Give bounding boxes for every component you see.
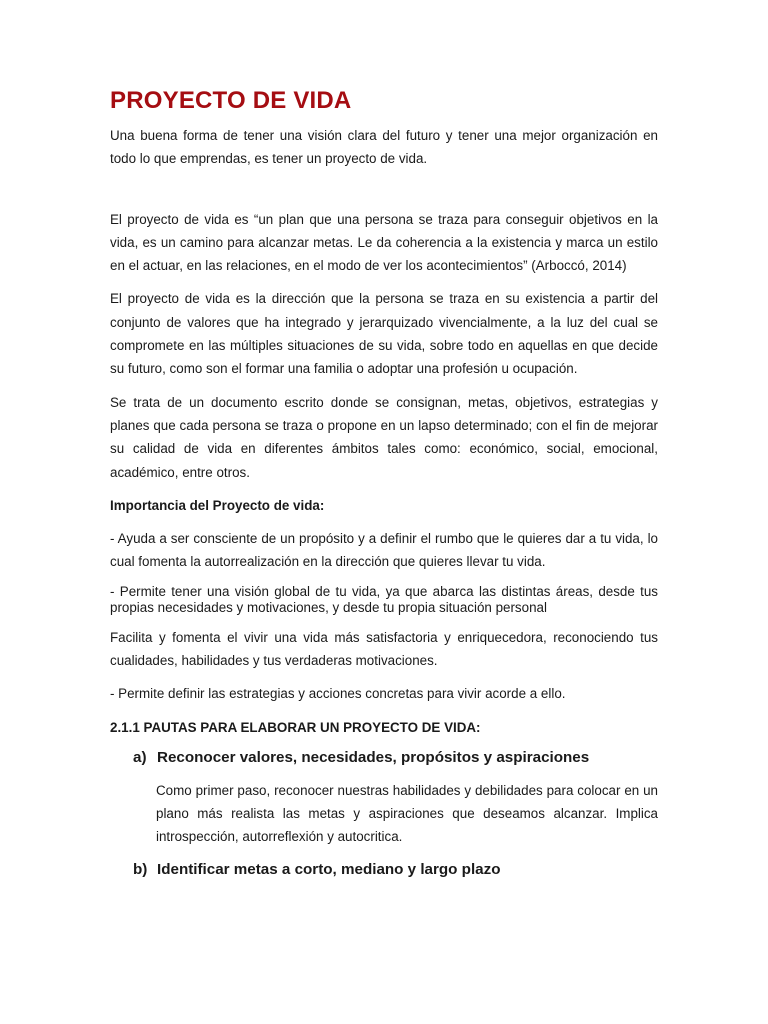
item-a-title: Reconocer valores, necesidades, propósitos y aspiraciones [157, 748, 590, 766]
bullet-global-vision: - Permite tener una visión global de tu vida, ya que abarca las distintas áreas, desde tus propias necesidades y motivaciones, y desde tu propia situación personal [110, 583, 658, 615]
item-b-letter: b) [133, 860, 148, 878]
item-b-title: Identificar metas a corto, mediano y largo plazo [157, 860, 501, 878]
bullet-purpose: - Ayuda a ser consciente de un propósito y a definir el rumbo que le quieres dar a tu vida, lo cual fomenta la autorrealización en la dirección que quieres llevar tu vida. [110, 531, 658, 570]
item-a-heading [133, 747, 658, 769]
item-a-body: Como primer paso, reconocer nuestras habilidades y debilidades para colocar en un plano más realista las metas y aspiraciones que deseamos alcanzar. Implica introspección, autorreflexión y autocritica. [156, 782, 658, 845]
bullet-strategies: - Permite definir las estrategias y acciones concretas para vivir acorde a ello. [110, 686, 566, 702]
section-heading: 2.1.1 PAUTAS PARA ELABORAR UN PROYECTO DE VIDA: [110, 719, 481, 735]
intro-paragraph: Una buena forma de tener una visión clara del futuro y tener una mejor organización en todo lo que emprendas, es tener un proyecto de vida. [110, 128, 658, 167]
item-b-heading [133, 859, 658, 881]
page-title: PROYECTO DE VIDA [110, 87, 352, 114]
satisfaction-paragraph: Facilita y fomenta el vivir una vida más satisfactoria y enriquecedora, reconociendo tus cualidades, habilidades y tus verdaderas motivaciones. [110, 629, 658, 669]
definition-paragraph: El proyecto de vida es “un plan que una persona se traza para conseguir objetivos en la vida, es un camino para alcanzar metas. Le da coherencia a la existencia y marca un estilo en el actuar, en las relaciones, en el modo de ver los acontecimientos” (Arboccó, 2014) [110, 211, 658, 274]
document-paragraph: Se trata de un documento escrito donde se consignan, metas, objetivos, estrategias y planes que cada persona se traza o propone en un lapso determinado; con el fin de mejorar su calidad de vida en diferentes ámbitos tales como: económico, social, emocional, académico, entre otros. [110, 394, 658, 480]
item-a-letter: a) [133, 748, 147, 766]
direction-paragraph: El proyecto de vida es la dirección que la persona se traza en su existencia a partir del conjunto de valores que ha integrado y jerarquizado vivencialmente, a la luz del cual se compromete en las múltiples situaciones de su vida, sobre todo en aquellas en que decide su futuro, como son el formar una familia o adoptar una profesión u ocupación. [110, 291, 658, 377]
importance-heading: Importancia del Proyecto de vida: [110, 497, 325, 513]
